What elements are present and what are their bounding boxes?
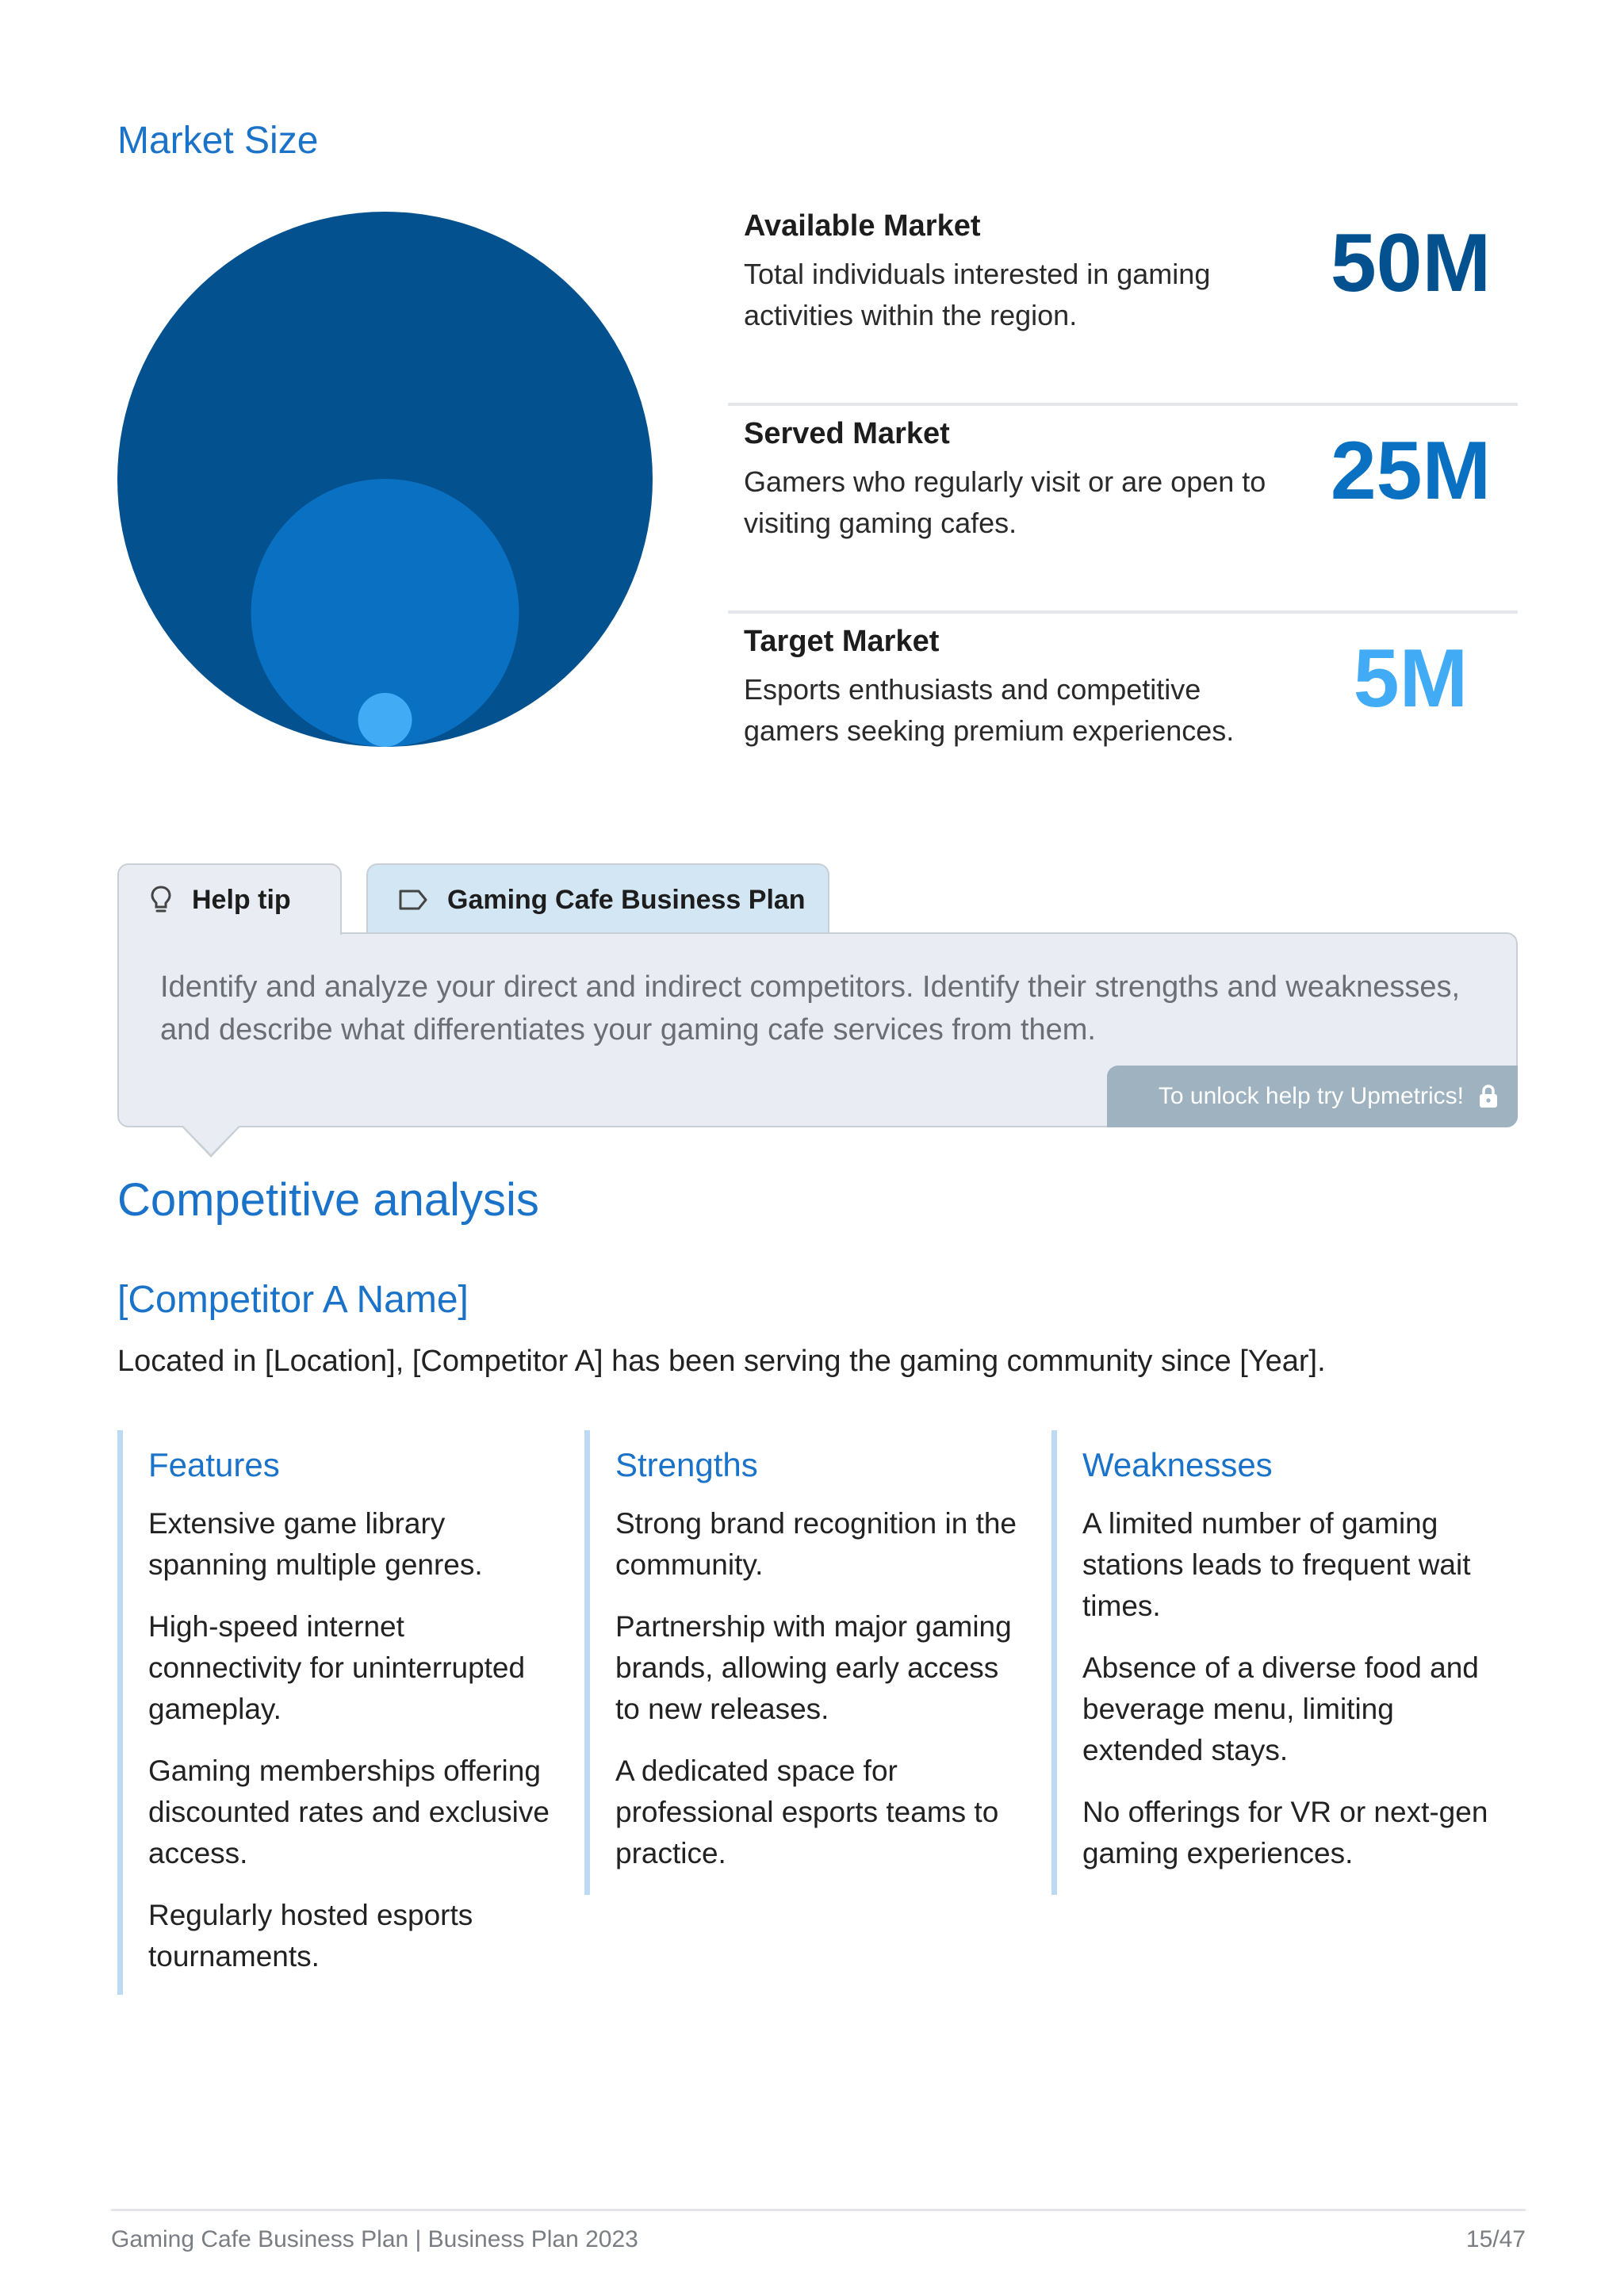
- market-row-heading: Served Market: [744, 417, 950, 450]
- tag-icon: [398, 888, 428, 912]
- unlock-help-button[interactable]: [1107, 1066, 1518, 1127]
- help-tip-panel: [117, 932, 1518, 1127]
- list-item: A limited number of gaming stations leads to frequent wait times.: [1082, 1507, 1471, 1622]
- list-item: Regularly hosted esports tournaments.: [148, 1899, 473, 1973]
- help-tip-pointer-fill: [182, 1124, 240, 1154]
- tab-help-tip[interactable]: [117, 863, 342, 935]
- column-title: Features: [148, 1446, 280, 1483]
- list-item: No offerings for VR or next-gen gaming experiences.: [1082, 1796, 1488, 1869]
- list-item: Extensive game library spanning multiple genres.: [148, 1507, 483, 1581]
- unlock-help-label: To unlock help try Upmetrics!: [1158, 1083, 1464, 1109]
- list-item: High-speed internet connectivity for uninterrupted gameplay.: [148, 1610, 526, 1725]
- weaknesses-column: [1051, 1430, 1488, 1895]
- competitive-analysis-title: Competitive analysis: [117, 1174, 539, 1226]
- lightbulb-icon: [149, 885, 173, 915]
- strengths-column: [584, 1430, 1017, 1895]
- tab-plan-label: Gaming Cafe Business Plan: [447, 884, 806, 915]
- market-row-description: Gamers who regularly visit or are open to visiting gaming cafes.: [744, 465, 1266, 539]
- target-market-circle: [358, 693, 412, 747]
- competitor-name: [Competitor A Name]: [117, 1279, 469, 1321]
- help-tip-text: Identify and analyze your direct and indirect competitors. Identify their strengths and weaknesses, and describe what differentiates your gaming cafe services from them.: [160, 970, 1461, 1047]
- column-title: Weaknesses: [1082, 1446, 1273, 1483]
- list-item: Absence of a diverse food and beverage menu, limiting extended stays.: [1082, 1651, 1479, 1766]
- market-row-description: Esports enthusiasts and competitive gamers seeking premium experiences.: [744, 673, 1235, 747]
- page-number: 15/47: [1465, 2226, 1526, 2252]
- list-item: Partnership with major gaming brands, allowing early access to new releases.: [615, 1610, 1012, 1725]
- market-row-heading: Available Market: [744, 209, 981, 243]
- market-size-title: Market Size: [117, 120, 319, 162]
- available-market-row: [728, 198, 1518, 406]
- tab-business-plan[interactable]: [366, 863, 829, 935]
- market-row-heading: Target Market: [744, 625, 940, 658]
- footer-divider: [111, 2209, 1526, 2211]
- tab-help-label: Help tip: [192, 884, 291, 915]
- column-title: Strengths: [615, 1446, 758, 1483]
- list-item: A dedicated space for professional esports teams to practice.: [615, 1755, 999, 1869]
- competitor-intro: Located in [Location], [Competitor A] has been serving the gaming community since [Year].: [117, 1345, 1326, 1378]
- features-column: [117, 1430, 550, 1995]
- served-market-row: [728, 406, 1518, 614]
- list-item: Gaming memberships offering discounted rates and exclusive access.: [148, 1755, 550, 1869]
- market-row-value: 25M: [1330, 425, 1492, 517]
- list-item: Strong brand recognition in the community.: [615, 1507, 1017, 1581]
- market-row-value: 50M: [1330, 217, 1492, 309]
- target-market-row: [728, 614, 1518, 821]
- lock-icon: [1478, 1084, 1499, 1109]
- footer-document-title: Gaming Cafe Business Plan | Business Plan 2023: [111, 2226, 638, 2252]
- market-size-circles: [117, 212, 653, 747]
- market-row-description: Total individuals interested in gaming activities within the region.: [744, 258, 1211, 331]
- market-row-value: 5M: [1353, 633, 1469, 725]
